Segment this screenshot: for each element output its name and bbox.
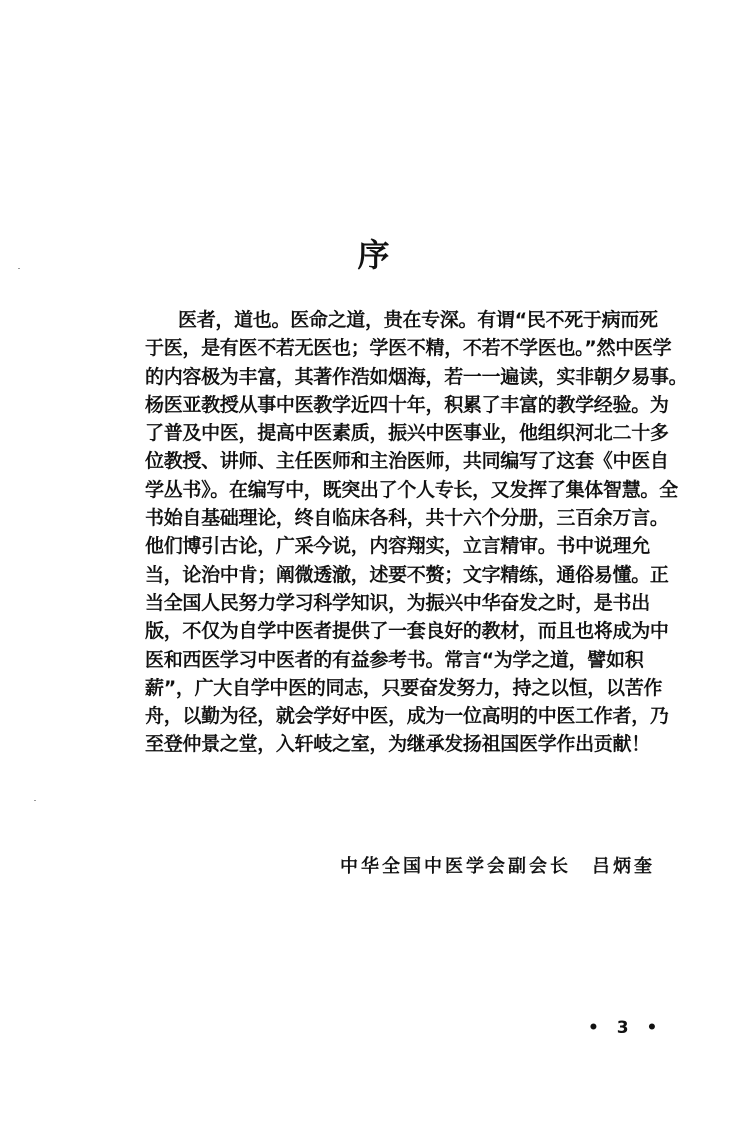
- text-line: 舟，以勤为径，就会学好中医，成为一位高明的中医工作者，乃: [145, 705, 669, 728]
- text-line: 位教授、讲师、主任医师和主治医师，共同编写了这套《中医自: [145, 450, 669, 473]
- text-line: 的内容极为丰富，其著作浩如烟海，若一一遍读，实非朝夕易事。: [145, 365, 688, 388]
- text-line: 书始自基础理论，终自临床各科，共十六个分册，三百余万言。: [145, 507, 669, 530]
- scan-speck: [18, 268, 20, 269]
- signature: 中华全国中医学会副会长 吕炳奎: [340, 856, 655, 877]
- text-line: 版，不仅为自学中医者提供了一套良好的教材，而且也将成为中: [145, 620, 669, 643]
- text-line: 学丛书》。在编写中，既突出了个人专长，又发挥了集体智慧。全: [145, 478, 678, 501]
- text-line: 当，论治中肯；阐微透澈，述要不赘；文字精练，通俗易懂。正: [145, 563, 669, 586]
- text-line: 医者，道也。医命之道，贵在专深。有谓“民不死于病而死: [178, 309, 658, 331]
- text-line: 杨医亚教授从事中医教学近四十年，积累了丰富的教学经验。为: [145, 393, 669, 416]
- scan-speck: [34, 800, 36, 801]
- text-line: 医和西医学习中医者的有益参考书。常言“为学之道，譬如积: [145, 648, 644, 671]
- text-line: 当全国人民努力学习科学知识，为振兴中华奋发之时，是书出: [145, 591, 650, 614]
- preface-paragraph: [145, 306, 688, 759]
- text-line: 他们博引古论，广采今说，内容翔实，立言精审。书中说理允: [145, 535, 650, 558]
- text-line: 至登仲景之堂，入轩岐之室，为继承发扬祖国医学作出贡献！: [145, 733, 650, 756]
- text-line: 了普及中医，提高中医素质，振兴中医事业，他组织河北二十多: [145, 422, 669, 445]
- text-line: 于医，是有医不若无医也；学医不精，不若不学医也。”然中医学: [145, 337, 672, 360]
- text-line: 薪”，广大自学中医的同志，只要奋发努力，持之以恒，以苦作: [145, 676, 663, 699]
- page-number: • 3 •: [588, 1018, 664, 1038]
- page-title: 序: [357, 236, 390, 274]
